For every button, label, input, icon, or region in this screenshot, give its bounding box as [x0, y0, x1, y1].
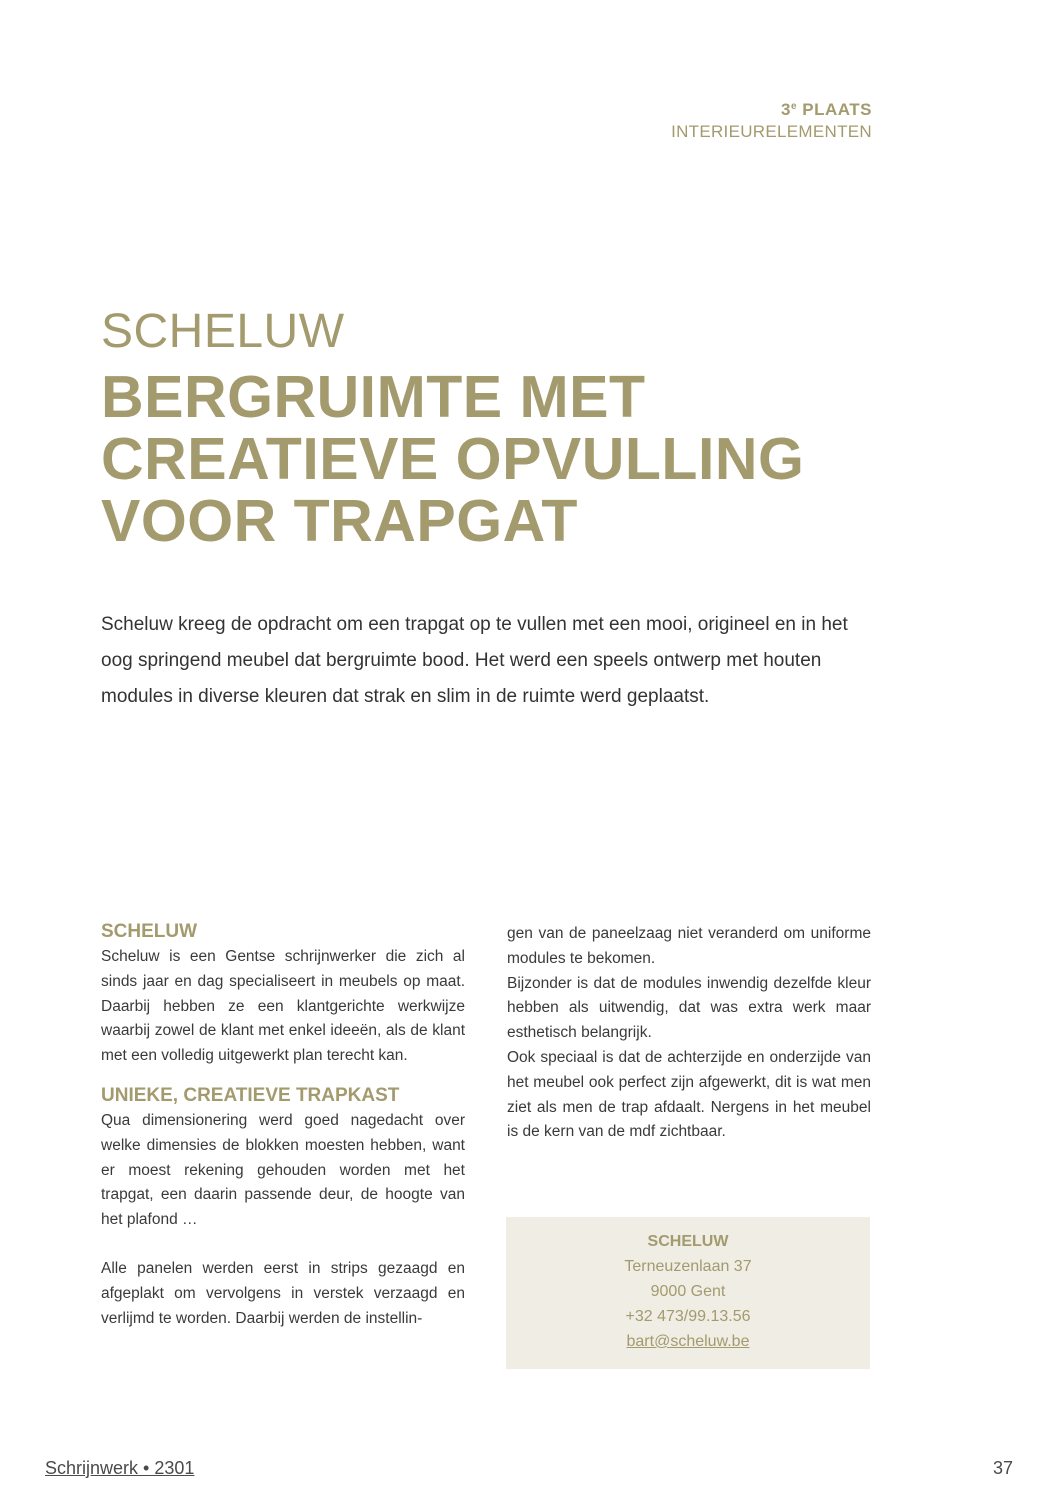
contact-phone: +32 473/99.13.56 — [625, 1308, 751, 1325]
award-label — [671, 96, 872, 121]
contact-street: Terneuzenlaan 37 — [624, 1258, 752, 1275]
headline-line-2: CREATIEVE OPVULLING — [101, 426, 805, 492]
section-heading-scheluw: SCHELUW — [101, 921, 198, 942]
right-paragraph-2: Bijzonder is dat de modules inwendig dezelfde kleur hebben als uitwendig, dat was extra werk maar esthetisch belangrijk. — [507, 974, 871, 1042]
award-header — [671, 96, 872, 143]
footer-page-number: 37 — [992, 1458, 1013, 1478]
section-heading-trapkast: UNIEKE, CREATIEVE TRAPKAST — [101, 1084, 400, 1106]
article-intro: Scheluw kreeg de opdracht om een trapgat op te vullen met een mooi, origineel en in het oog springend meubel dat bergruimte bood. Het werd een speels ontwerp met houten modules in diverse kleuren dat strak en slim in de ruimte werd geplaatst. — [101, 614, 848, 707]
article-headline — [101, 366, 804, 552]
award-suffix: e — [790, 101, 798, 112]
right-paragraph-3: Ook speciaal is dat de achterzijde en onderzijde van het meubel ook perfect zijn afgewerkt, dit is wat men ziet als men de trap afdaalt. Nergens in het meubel is de kern van de mdf zichtbaar. — [507, 1048, 871, 1141]
body-column-left — [101, 919, 465, 1331]
company-title: SCHELUW — [101, 305, 345, 358]
section-text-trapkast-2: Alle panelen werden eerst in strips gezaagd en afgeplakt om vervolgens in verstek verzaagd en verlijmd te worden. Daarbij werden de instellin- — [101, 1259, 465, 1327]
contact-box — [506, 1217, 870, 1369]
headline-line-3: VOOR TRAPGAT — [101, 488, 578, 554]
body-column-right — [507, 922, 871, 1145]
headline-line-1: BERGRUIMTE MET — [101, 364, 646, 430]
right-paragraph-1: gen van de paneelzaag niet veranderd om uniforme modules te bekomen. — [507, 925, 871, 967]
award-category: INTERIEURELEMENTEN — [671, 122, 872, 141]
contact-name: SCHELUW — [647, 1233, 729, 1250]
section-text-scheluw: Scheluw is een Gentse schrijnwerker die zich al sinds jaar en dag specialiseert in meubels op maat. Daarbij hebben ze een klantgerichte werkwijze waarbij zowel de klant met enkel ideeën, als de klant met een volledig uitgewerkt plan terecht kan. — [101, 948, 465, 1065]
section-text-trapkast-1: Qua dimensionering werd goed nagedacht over welke dimensies de blokken moesten hebben, want er moest rekening gehouden worden met het trapgat, een daarin passende deur, de hoogte van het plafond … — [101, 1111, 465, 1229]
contact-city: 9000 Gent — [650, 1283, 726, 1300]
contact-email-link[interactable]: bart@scheluw.be — [626, 1333, 750, 1350]
award-word: PLAATS — [802, 100, 872, 119]
award-number: 3 — [780, 100, 791, 119]
footer-publication: Schrijnwerk • 2301 — [45, 1458, 195, 1478]
